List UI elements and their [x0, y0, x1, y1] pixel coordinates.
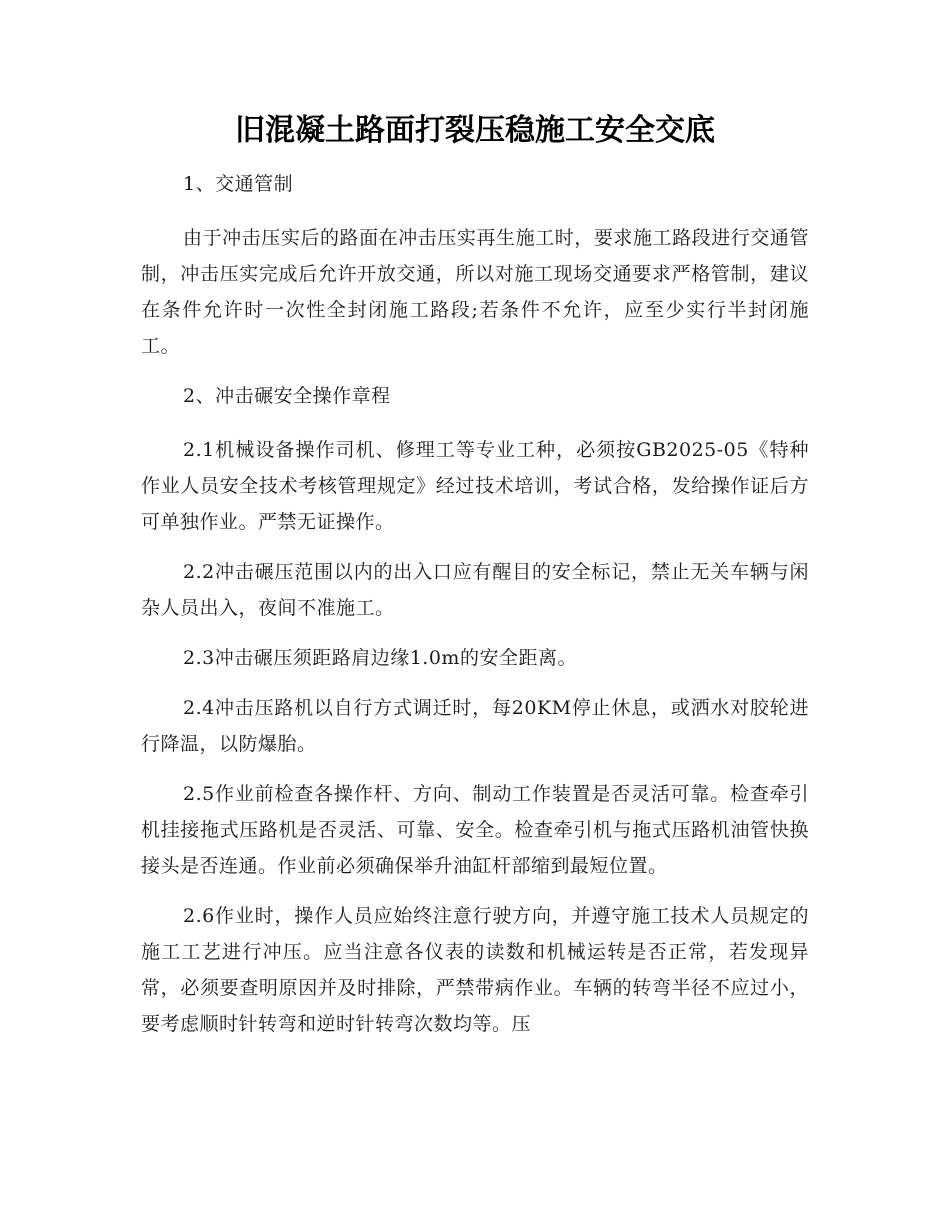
section-heading-traffic-control: 1、交通管制 — [183, 173, 294, 195]
paragraph-2-3: 2.3冲击碾压须距路肩边缘1.0m的安全距离。 — [183, 647, 577, 669]
paragraph-traffic-control: 由于冲击压实后的路面在冲击压实再生施工时，要求施工路段进行交通管制，冲击压实完成后允许开放交通，所以对施工现场交通要求严格管制，建议在条件允许时一次性全封闭施工路段;若条件不允许，应至少实行半封闭施工。 — [141, 227, 809, 357]
paragraph-2-6: 2.6作业时，操作人员应始终注意行驶方向，并遵守施工技术人员规定的施工工艺进行冲压。应当注意各仪表的读数和机械运转是否正常，若发现异常，必须要查明原因并及时排除，严禁带病作业。车辆的转弯半径不应过小，要考虑顺时针转弯和逆时针转弯次数均等。压 — [141, 905, 809, 1035]
document-title: 旧混凝土路面打裂压稳施工安全交底 — [235, 113, 715, 148]
paragraph-2-5: 2.5作业前检查各操作杆、方向、制动工作装置是否灵活可靠。检查牵引机挂接拖式压路机是否灵活、可靠、安全。检查牵引机与拖式压路机油管快换接头是否连通。作业前必须确保举升油缸杆部缩到最短位置。 — [141, 783, 809, 877]
section-heading-impact-roller-rules: 2、冲击碾安全操作章程 — [183, 385, 391, 407]
paragraph-2-2: 2.2冲击碾压范围以内的出入口应有醒目的安全标记，禁止无关车辆与闲杂人员出入，夜间不准施工。 — [141, 561, 809, 619]
paragraph-2-4: 2.4冲击压路机以自行方式调迁时，每20KM停止休息，或洒水对胶轮进行降温，以防爆胎。 — [141, 697, 809, 755]
paragraph-2-1: 2.1机械设备操作司机、修理工等专业工种，必须按GB2025-05《特种作业人员安全技术考核管理规定》经过技术培训，考试合格，发给操作证后方可单独作业。严禁无证操作。 — [141, 439, 809, 533]
document-body — [141, 166, 809, 1042]
